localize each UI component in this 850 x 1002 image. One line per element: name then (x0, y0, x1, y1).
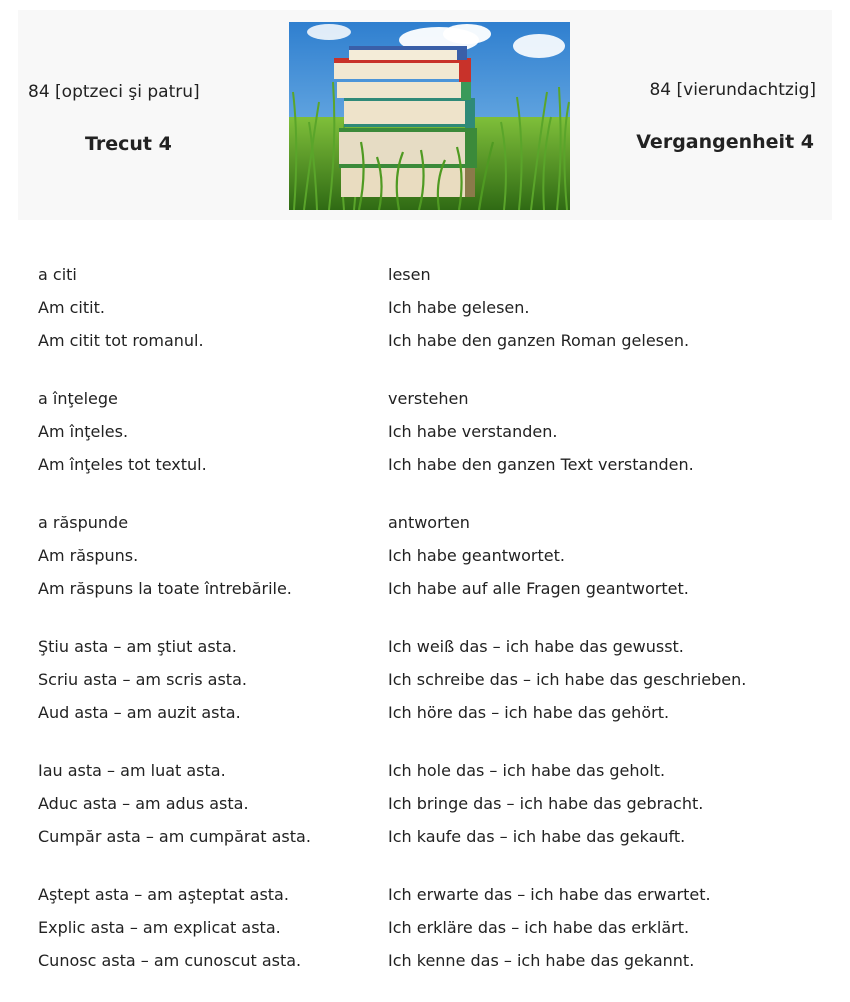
german-phrase: Ich schreibe das – ich habe das geschrieben. (388, 670, 747, 689)
romanian-phrase: a răspunde (38, 513, 129, 532)
romanian-phrase: Am înţeles. (38, 422, 129, 441)
romanian-phrase: Cunosc asta – am cunoscut asta. (38, 951, 302, 970)
phrase-row (38, 539, 828, 572)
romanian-phrase: Cumpăr asta – am cumpărat asta. (38, 827, 311, 846)
phrase-row (38, 754, 828, 787)
phrase-row (38, 878, 828, 911)
phrase-group (38, 382, 828, 481)
phrase-row (38, 258, 828, 291)
phrase-row (38, 415, 828, 448)
romanian-phrase: Iau asta – am luat asta. (38, 761, 226, 780)
phrase-group (38, 258, 828, 357)
phrase-row (38, 696, 828, 729)
phrase-row (38, 572, 828, 605)
romanian-phrase: a înţelege (38, 389, 118, 408)
phrase-row (38, 944, 828, 977)
phrase-row (38, 820, 828, 853)
lesson-title-romanian: Trecut 4 (85, 133, 172, 155)
phrase-row (38, 506, 828, 539)
german-phrase: antworten (388, 513, 470, 532)
romanian-phrase: Aştept asta – am aşteptat asta. (38, 885, 289, 904)
german-phrase: Ich kenne das – ich habe das gekannt. (388, 951, 695, 970)
german-phrase: lesen (388, 265, 431, 284)
romanian-phrase: a citi (38, 265, 77, 284)
romanian-phrase: Aduc asta – am adus asta. (38, 794, 249, 813)
phrase-group (38, 506, 828, 605)
romanian-phrase: Am citit. (38, 298, 105, 317)
phrase-row (38, 630, 828, 663)
phrase-row (38, 382, 828, 415)
phrase-row (38, 324, 828, 357)
german-phrase: Ich hole das – ich habe das geholt. (388, 761, 666, 780)
books-in-grass-image (289, 22, 570, 210)
german-phrase: Ich erkläre das – ich habe das erklärt. (388, 918, 690, 937)
german-phrase: Ich habe den ganzen Roman gelesen. (388, 331, 690, 350)
romanian-phrase: Am răspuns la toate întrebările. (38, 579, 292, 598)
german-phrase: Ich habe auf alle Fragen geantwortet. (388, 579, 689, 598)
romanian-phrase: Explic asta – am explicat asta. (38, 918, 281, 937)
german-phrase: Ich kaufe das – ich habe das gekauft. (388, 827, 686, 846)
german-phrase: Ich habe geantwortet. (388, 546, 565, 565)
phrase-row (38, 448, 828, 481)
romanian-phrase: Ştiu asta – am ştiut asta. (38, 637, 237, 656)
german-phrase: Ich habe den ganzen Text verstanden. (388, 455, 694, 474)
german-phrase: verstehen (388, 389, 469, 408)
phrase-list (38, 258, 828, 1002)
lesson-number-romanian: 84 [optzeci şi patru] (28, 82, 200, 102)
german-phrase: Ich weiß das – ich habe das gewusst. (388, 637, 684, 656)
romanian-phrase: Aud asta – am auzit asta. (38, 703, 241, 722)
german-phrase: Ich bringe das – ich habe das gebracht. (388, 794, 704, 813)
german-phrase: Ich habe verstanden. (388, 422, 558, 441)
german-phrase: Ich habe gelesen. (388, 298, 530, 317)
german-phrase: Ich höre das – ich habe das gehört. (388, 703, 670, 722)
lesson-number-german: 84 [vierundachtzig] (649, 80, 816, 100)
phrase-row (38, 291, 828, 324)
romanian-phrase: Am răspuns. (38, 546, 139, 565)
romanian-phrase: Am înţeles tot textul. (38, 455, 207, 474)
lesson-title-german: Vergangenheit 4 (636, 131, 814, 153)
romanian-phrase: Scriu asta – am scris asta. (38, 670, 247, 689)
phrase-row (38, 663, 828, 696)
phrase-group (38, 878, 828, 977)
phrase-group (38, 630, 828, 729)
phrase-row (38, 787, 828, 820)
german-phrase: Ich erwarte das – ich habe das erwartet. (388, 885, 711, 904)
phrase-group (38, 754, 828, 853)
romanian-phrase: Am citit tot romanul. (38, 331, 204, 350)
phrase-row (38, 911, 828, 944)
